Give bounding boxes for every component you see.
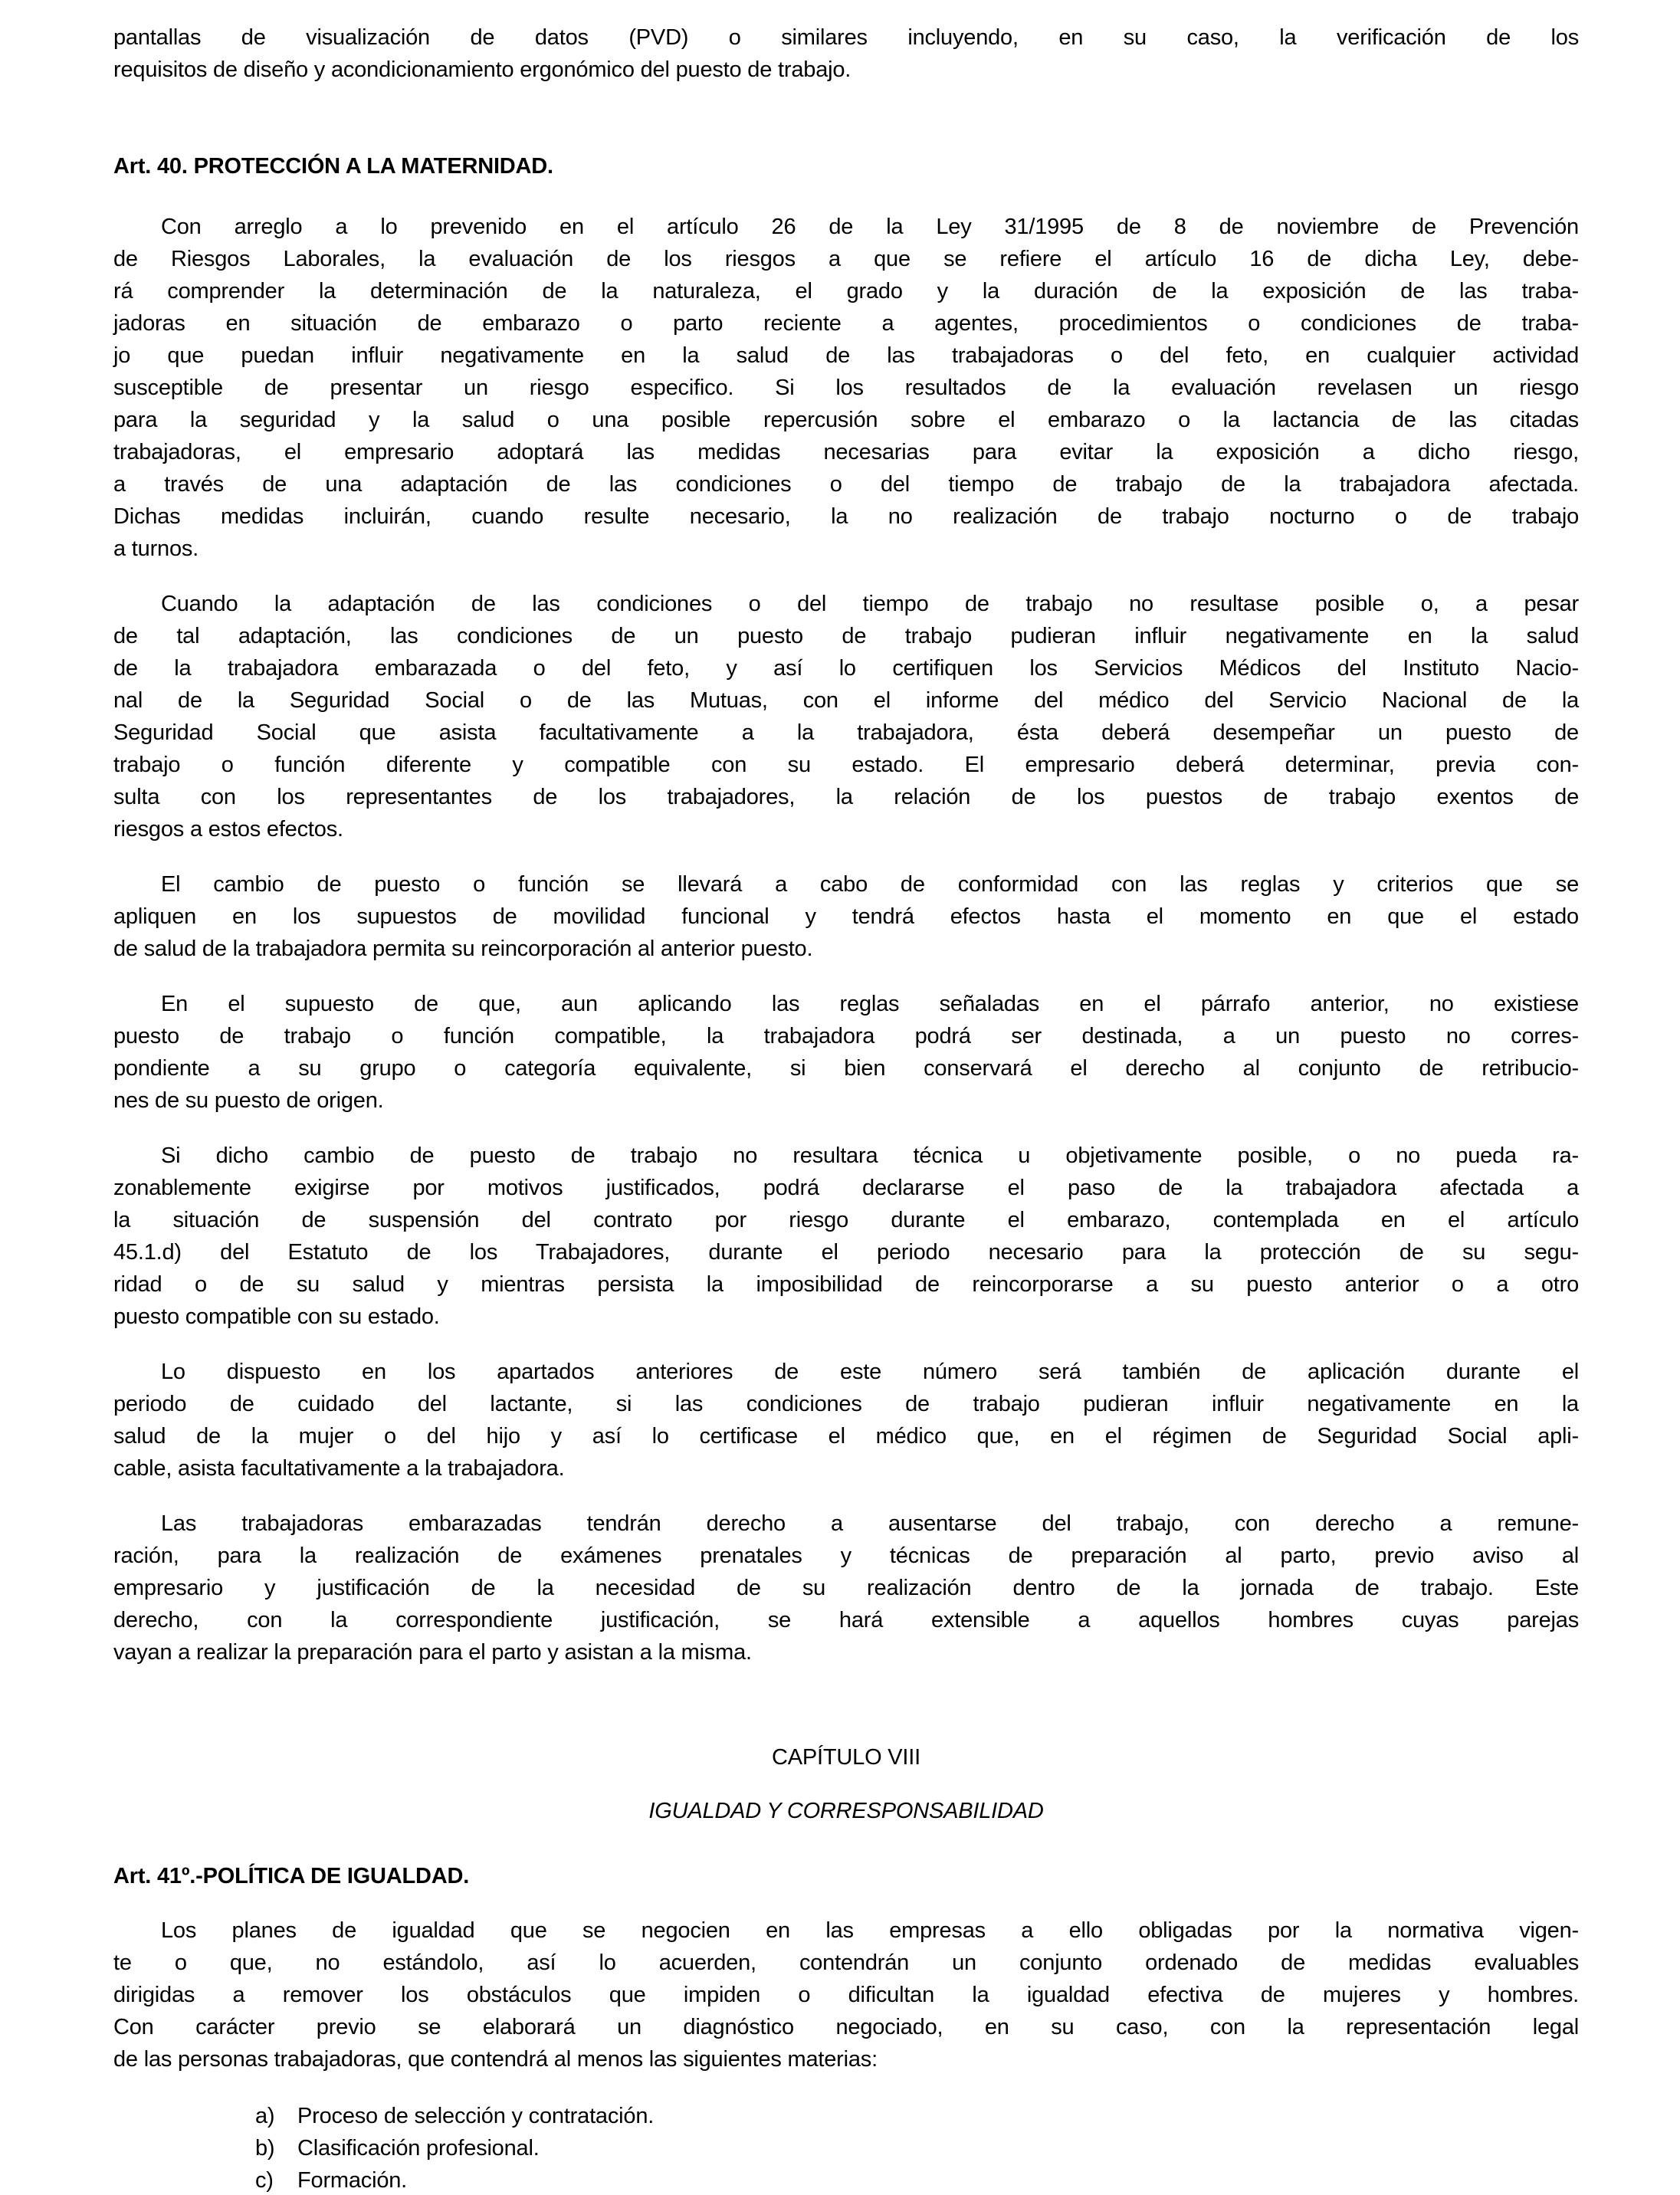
- paragraph-continuation: [113, 21, 1579, 86]
- text-line: Las trabajadoras embarazadas tendrán derecho a ausentarse del trabajo, con derecho a remune-: [161, 1511, 1579, 1536]
- article-40-paragraph-5: [113, 1140, 1579, 1333]
- list-item: [255, 2100, 1579, 2132]
- text-line: empresario y justificación de la necesidad de su realización dentro de la jornada de trabajo. Este: [113, 1576, 1579, 1600]
- text-line: 45.1.d) del Estatuto de los Trabajadores, durante el periodo necesario para la protección de su segu-: [113, 1240, 1579, 1265]
- text-line: puesto compatible con su estado.: [113, 1304, 440, 1329]
- text-line: pondiente a su grupo o categoría equivalente, si bien conservará el derecho al conjunto de retribucio-: [113, 1056, 1579, 1081]
- text-line: sulta con los representantes de los trabajadores, la relación de los puestos de trabajo exentos de: [113, 785, 1579, 809]
- text-line: ración, para la realización de exámenes prenatales y técnicas de preparación al parto, previo aviso al: [113, 1544, 1579, 1568]
- article-40-paragraph-6: [113, 1356, 1579, 1485]
- text-line: nal de la Seguridad Social o de las Mutuas, con el informe del médico del Servicio Nacional de la: [113, 688, 1579, 713]
- text-line: te o que, no estándolo, así lo acuerden, contendrán un conjunto ordenado de medidas evaluables: [113, 1951, 1579, 1975]
- text-line: Los planes de igualdad que se negocien en las empresas a ello obligadas por la normativa vigen-: [161, 1918, 1579, 1943]
- list-item: [255, 2132, 1579, 2164]
- text-line: susceptible de presentar un riesgo especifico. Si los resultados de la evaluación revelasen un riesgo: [113, 376, 1579, 400]
- chapter-title: CAPÍTULO VIII: [772, 1745, 920, 1770]
- text-line: apliquen en los supuestos de movilidad funcional y tendrá efectos hasta el momento en que el estado: [113, 904, 1579, 929]
- text-line: En el supuesto de que, aun aplicando las reglas señaladas en el párrafo anterior, no existiese: [161, 992, 1579, 1016]
- article-40-paragraph-3: [113, 868, 1579, 965]
- text-line: Cuando la adaptación de las condiciones o del tiempo de trabajo no resultase posible o, a pesar: [161, 592, 1579, 616]
- text-line: trabajo o función diferente y compatible con su estado. El empresario deberá determinar, previa con-: [113, 753, 1579, 777]
- list-item-text: Clasificación profesional.: [297, 2136, 540, 2161]
- list-marker: b): [255, 2136, 275, 2161]
- text-line: jadoras en situación de embarazo o parto reciente a agentes, procedimientos o condiciones de traba-: [113, 311, 1579, 336]
- materias-list: [113, 2100, 1579, 2195]
- text-line: la situación de suspensión del contrato por riesgo durante el embarazo, contemplada en el artículo: [113, 1208, 1579, 1232]
- text-line: jo que puedan influir negativamente en la salud de las trabajadoras o del feto, en cualquier actividad: [113, 343, 1579, 368]
- chapter-subtitle: IGUALDAD Y CORRESPONSABILIDAD: [648, 1799, 1044, 1823]
- text-line: nes de su puesto de origen.: [113, 1088, 384, 1113]
- text-line: El cambio de puesto o función se llevará a cabo de conformidad con las reglas y criterios que se: [161, 872, 1579, 897]
- text-line: derecho, con la correspondiente justificación, se hará extensible a aquellos hombres cuyas parejas: [113, 1608, 1579, 1632]
- text-line: Si dicho cambio de puesto de trabajo no resultara técnica u objetivamente posible, o no pueda ra-: [161, 1143, 1579, 1168]
- article-41-heading: Art. 41º.-POLÍTICA DE IGUALDAD.: [113, 1864, 470, 1888]
- text-line: periodo de cuidado del lactante, si las condiciones de trabajo pudieran influir negativamente en la: [113, 1392, 1579, 1416]
- text-line: Con carácter previo se elaborará un diagnóstico negociado, en su caso, con la representación legal: [113, 2015, 1579, 2039]
- text-line: Con arreglo a lo prevenido en el artículo 26 de la Ley 31/1995 de 8 de noviembre de Prevención: [161, 215, 1579, 239]
- text-line: vayan a realizar la preparación para el parto y asistan a la misma.: [113, 1640, 752, 1665]
- article-41-paragraph-1: [113, 1914, 1579, 2075]
- text-line: puesto de trabajo o función compatible, la trabajadora podrá ser destinada, a un puesto no corres-: [113, 1024, 1579, 1048]
- list-item-text: Formación.: [297, 2168, 408, 2193]
- text-line: zonablemente exigirse por motivos justificados, podrá declararse el paso de la trabajadora afectada a: [113, 1176, 1579, 1200]
- article-40-paragraph-1: [113, 211, 1579, 565]
- list-item: [255, 2164, 1579, 2195]
- text-line: cable, asista facultativamente a la trabajadora.: [113, 1456, 565, 1481]
- article-40-paragraph-2: [113, 588, 1579, 845]
- text-line: trabajadoras, el empresario adoptará las medidas necesarias para evitar la exposición a dicho riesgo,: [113, 440, 1579, 464]
- article-40-heading: Art. 40. PROTECCIÓN A LA MATERNIDAD.: [113, 154, 553, 179]
- text-line: dirigidas a remover los obstáculos que impiden o dificultan la igualdad efectiva de mujeres y hombres.: [113, 1983, 1579, 2007]
- text-line: Lo dispuesto en los apartados anteriores de este número será también de aplicación durante el: [161, 1360, 1579, 1384]
- text-line: de la trabajadora embarazada o del feto, y así lo certifiquen los Servicios Médicos del Instituto Nacio-: [113, 656, 1579, 681]
- text-line: de Riesgos Laborales, la evaluación de los riesgos a que se refiere el artículo 16 de dicha Ley, debe-: [113, 247, 1579, 271]
- text-line: salud de la mujer o del hijo y así lo certificase el médico que, en el régimen de Seguridad Social apli-: [113, 1424, 1579, 1449]
- text-line: ridad o de su salud y mientras persista la imposibilidad de reincorporarse a su puesto anterior o a otro: [113, 1272, 1579, 1297]
- article-40-paragraph-7: [113, 1508, 1579, 1668]
- text-line: Seguridad Social que asista facultativamente a la trabajadora, ésta deberá desempeñar un puesto de: [113, 720, 1579, 745]
- list-item-text: Proceso de selección y contratación.: [297, 2104, 655, 2128]
- text-line: para la seguridad y la salud o una posible repercusión sobre el embarazo o la lactancia de las citadas: [113, 408, 1579, 432]
- text-line: de salud de la trabajadora permita su reincorporación al anterior puesto.: [113, 937, 813, 961]
- text-line: de tal adaptación, las condiciones de un puesto de trabajo pudieran influir negativamente en la salud: [113, 624, 1579, 648]
- text-line: rá comprender la determinación de la naturaleza, el grado y la duración de la exposición de las traba-: [113, 279, 1579, 303]
- text-line: pantallas de visualización de datos (PVD) o similares incluyendo, en su caso, la verificación de los: [113, 25, 1579, 50]
- list-marker: c): [255, 2168, 274, 2193]
- list-marker: a): [255, 2104, 275, 2128]
- text-line: a través de una adaptación de las condiciones o del tiempo de trabajo de la trabajadora afectada.: [113, 472, 1579, 497]
- text-line: requisitos de diseño y acondicionamiento ergonómico del puesto de trabajo.: [113, 57, 851, 82]
- text-line: Dichas medidas incluirán, cuando resulte necesario, la no realización de trabajo nocturno o de trabajo: [113, 504, 1579, 529]
- text-line: a turnos.: [113, 536, 199, 561]
- article-40-paragraph-4: [113, 988, 1579, 1117]
- text-line: de las personas trabajadoras, que contendrá al menos las siguientes materias:: [113, 2047, 878, 2072]
- text-line: riesgos a estos efectos.: [113, 817, 343, 842]
